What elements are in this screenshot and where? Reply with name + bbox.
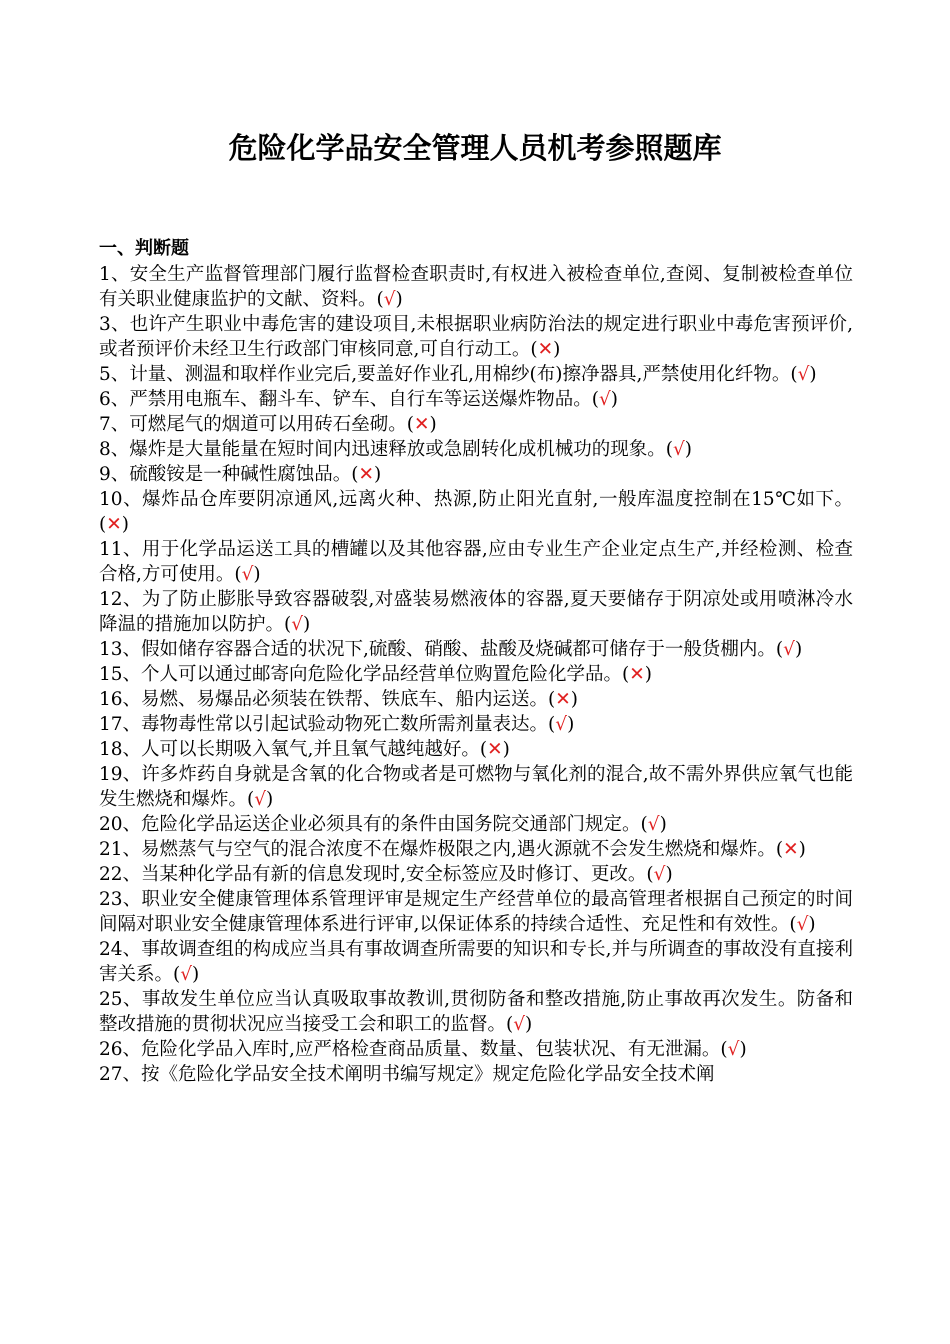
question-text: 21、易燃蒸气与空气的混合浓度不在爆炸极限之内,遇火源就不会发生燃烧和爆炸。( xyxy=(99,839,784,860)
check-mark-icon: √ xyxy=(599,389,611,410)
question-item xyxy=(99,362,853,387)
check-mark-icon: √ xyxy=(727,1039,740,1060)
answer-close-paren: ) xyxy=(266,789,274,810)
question-item xyxy=(99,662,853,687)
question-text: 3、也许产生职业中毒危害的建设项目,未根据职业病防治法的规定进行职业中毒危害预评价,或者预评价未经卫生行政部门审核同意,可自行动工。( xyxy=(99,314,853,360)
question-item xyxy=(99,312,853,362)
answer-close-paren: ) xyxy=(567,714,575,735)
question-text: 20、危险化学品运送企业必须具有的条件由国务院交通部门规定。( xyxy=(99,814,648,835)
answer-close-paren: ) xyxy=(798,839,806,860)
question-text: 24、事故调查组的构成应当具有事故调查所需要的知识和专长,并与所调查的事故没有直接利害关系。( xyxy=(99,939,853,985)
question-item xyxy=(99,412,853,437)
question-item xyxy=(99,887,853,937)
check-mark-icon: √ xyxy=(555,714,568,735)
check-mark-icon: √ xyxy=(783,639,795,660)
question-item xyxy=(99,862,853,887)
check-mark-icon: √ xyxy=(673,439,685,460)
answer-close-paren: ) xyxy=(808,914,816,935)
question-text: 15、个人可以通过邮寄向危险化学品经营单位购置危险化学品。( xyxy=(99,664,630,685)
question-item xyxy=(99,987,853,1037)
question-text: 26、危险化学品入库时,应严格检查商品质量、数量、包装状况、有无泄漏。( xyxy=(99,1039,728,1060)
answer-close-paren: ) xyxy=(192,964,200,985)
question-text: 5、计量、测温和取样作业完后,要盖好作业孔,用棉纱(布)擦净器具,严禁使用化纤物。( xyxy=(99,364,798,385)
check-mark-icon: √ xyxy=(383,289,396,310)
cross-mark-icon: ✕ xyxy=(414,414,430,435)
question-text: 10、爆炸品仓库要阴凉通风,远离火种、热源,防止阳光直射,一般库温度控制在15℃如下。( xyxy=(99,489,853,535)
question-text: 1、安全生产监督管理部门履行监督检查职责时,有权进入被检查单位,查阅、复制被检查单位有关职业健康监护的文献、资料。( xyxy=(99,264,853,310)
question-text: 27、按《危险化学品安全技术阐明书编写规定》规定危险化学品安全技术阐 xyxy=(99,1064,715,1085)
cross-mark-icon: ✕ xyxy=(106,514,122,535)
question-item xyxy=(99,537,853,587)
question-item xyxy=(99,262,853,312)
check-mark-icon: √ xyxy=(291,614,304,635)
question-text: 8、爆炸是大量能量在短时间内迅速释放或急剧转化成机械功的现象。( xyxy=(99,439,673,460)
cross-mark-icon: ✕ xyxy=(629,664,645,685)
question-item xyxy=(99,812,853,837)
answer-close-paren: ) xyxy=(429,414,437,435)
check-mark-icon: √ xyxy=(513,1014,526,1035)
check-mark-icon: √ xyxy=(797,364,810,385)
question-text: 12、为了防止膨胀导致容器破裂,对盛装易燃液体的容器,夏天要储存于阴凉处或用喷淋冷水降温的措施加以防护。( xyxy=(99,589,853,635)
answer-close-paren: ) xyxy=(610,389,619,410)
question-item xyxy=(99,687,853,712)
answer-close-paren: ) xyxy=(809,364,817,385)
question-item xyxy=(99,762,853,812)
question-text: 11、用于化学品运送工具的槽罐以及其他容器,应由专业生产企业定点生产,并经检测、检查合格,方可使用。( xyxy=(99,539,853,585)
cross-mark-icon: ✕ xyxy=(555,689,571,710)
question-text: 6、严禁用电瓶车、翻斗车、铲车、自行车等运送爆炸物品。( xyxy=(99,389,599,410)
check-mark-icon: √ xyxy=(241,564,254,585)
answer-close-paren: ) xyxy=(684,439,693,460)
question-text: 9、硫酸铵是一种碱性腐蚀品。( xyxy=(99,464,359,485)
answer-close-paren: ) xyxy=(553,339,561,360)
check-mark-icon: √ xyxy=(254,789,267,810)
document-title: 危险化学品安全管理人员机考参照题库 xyxy=(228,131,722,165)
question-text: 16、易燃、易爆品必须装在铁帮、铁底车、船内运送。( xyxy=(99,689,556,710)
answer-close-paren: ) xyxy=(644,664,652,685)
answer-close-paren: ) xyxy=(303,614,311,635)
question-item xyxy=(99,637,853,662)
answer-close-paren: ) xyxy=(570,689,578,710)
answer-close-paren: ) xyxy=(794,639,803,660)
question-item xyxy=(99,487,853,537)
cross-mark-icon: ✕ xyxy=(358,464,375,485)
question-item xyxy=(99,587,853,637)
question-text: 23、职业安全健康管理体系管理评审是规定生产经营单位的最高管理者根据自己预定的时间间隔对职业安全健康管理体系进行评审,以保证体系的持续合适性、充足性和有效性。( xyxy=(99,889,853,935)
question-item xyxy=(99,712,853,737)
question-text: 22、当某种化学品有新的信息发现时,安全标签应及时修订、更改。( xyxy=(99,864,654,885)
answer-close-paren: ) xyxy=(739,1039,747,1060)
answer-close-paren: ) xyxy=(253,564,261,585)
question-text: 7、可燃尾气的烟道可以用砖石垒砌。( xyxy=(99,414,414,435)
question-item xyxy=(99,437,853,462)
cross-mark-icon: ✕ xyxy=(487,739,503,760)
question-item xyxy=(99,1037,853,1062)
cross-mark-icon: ✕ xyxy=(537,339,554,360)
cross-mark-icon: ✕ xyxy=(783,839,799,860)
check-mark-icon: √ xyxy=(180,964,193,985)
answer-close-paren: ) xyxy=(665,864,673,885)
answer-close-paren: ) xyxy=(525,1014,533,1035)
check-mark-icon: √ xyxy=(647,814,660,835)
answer-close-paren: ) xyxy=(121,514,129,535)
section-heading: 一、判断题 xyxy=(99,238,189,259)
question-item xyxy=(99,1062,853,1087)
question-list xyxy=(99,262,853,1087)
question-text: 13、假如储存容器合适的状况下,硫酸、硝酸、盐酸及烧碱都可储存于一般货棚内。( xyxy=(99,639,784,660)
answer-close-paren: ) xyxy=(659,814,667,835)
answer-close-paren: ) xyxy=(374,464,382,485)
question-item xyxy=(99,937,853,987)
question-text: 18、人可以长期吸入氧气,并且氧气越纯越好。( xyxy=(99,739,488,760)
answer-close-paren: ) xyxy=(502,739,510,760)
question-item xyxy=(99,837,853,862)
question-text: 25、事故发生单位应当认真吸取事故教训,贯彻防备和整改措施,防止事故再次发生。防备和整改措施的贯彻状况应当接受工会和职工的监督。( xyxy=(99,989,853,1035)
check-mark-icon: √ xyxy=(796,914,809,935)
check-mark-icon: √ xyxy=(653,864,666,885)
question-text: 17、毒物毒性常以引起试验动物死亡数所需剂量表达。( xyxy=(99,714,556,735)
question-item xyxy=(99,462,853,487)
question-item xyxy=(99,387,853,412)
question-text: 19、许多炸药自身就是含氧的化合物或者是可燃物与氧化剂的混合,故不需外界供应氧气也能发生燃烧和爆炸。( xyxy=(99,764,853,810)
question-item xyxy=(99,737,853,762)
answer-close-paren: ) xyxy=(395,289,403,310)
